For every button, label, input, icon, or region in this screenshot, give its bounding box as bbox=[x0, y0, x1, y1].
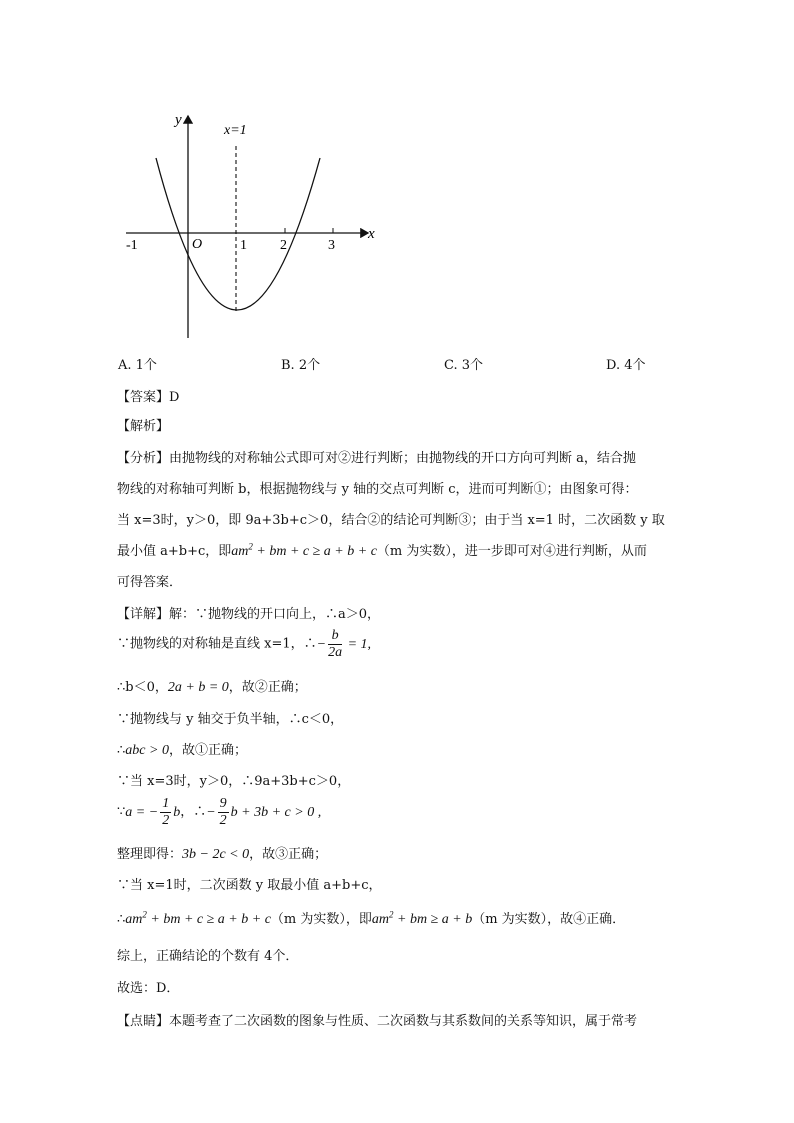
parabola-graph bbox=[118, 108, 388, 348]
dianjing-tag: 【点睛】 bbox=[117, 1014, 170, 1029]
dianjing-line-1: 【点睛】本题考查了二次函数的图象与性质、二次函数与其系数间的关系等知识，属于常考 bbox=[117, 1014, 638, 1029]
tick-label: 1 bbox=[240, 238, 247, 253]
detail-tag: 【详解】 bbox=[117, 607, 170, 622]
answer-value: D bbox=[169, 390, 180, 405]
option-b: B. 2个 bbox=[281, 358, 321, 373]
origin-label: O bbox=[192, 237, 203, 252]
formula: − $\frac{9}{2}$ b + 3b + c > 0 , bbox=[206, 796, 322, 828]
detail-line-8: 整理即得：3b − 2c < 0，故③正确； bbox=[117, 847, 328, 862]
fenxi-tag: 【分析】 bbox=[117, 451, 170, 466]
tick-label: 2 bbox=[280, 238, 287, 253]
answer-tag: 【答案】 bbox=[117, 390, 170, 405]
analysis-heading: 【解析】 bbox=[117, 419, 170, 434]
detail-line-7: ∵a = − $\frac{1}{2}$ b，∴− $\frac{9}{2}$ b + 3b + c > 0 , bbox=[117, 796, 322, 828]
option-d: D. 4个 bbox=[606, 358, 646, 373]
detail-line-12: 故选：D． bbox=[117, 981, 180, 996]
formula: $am^2$ + bm + c ≥ a + b + c bbox=[231, 541, 377, 559]
fenxi-line-5: 可得答案． bbox=[117, 575, 183, 590]
answer-line bbox=[117, 386, 179, 405]
detail-line-9: ∵当 x=1时，二次函数 y 取最小值 a+b+c， bbox=[117, 878, 382, 893]
symmetry-axis-label: x=1 bbox=[224, 123, 247, 138]
fenxi-line-1: 【分析】由抛物线的对称轴公式即可对②进行判断；由抛物线的开口方向可判断 a，结合抛 bbox=[117, 451, 636, 466]
detail-line-4: ∵抛物线与 y 轴交于负半轴，∴c＜0， bbox=[117, 712, 344, 727]
detail-line-6: ∵当 x=3时，y＞0，∴9a+3b+c＞0， bbox=[117, 774, 351, 789]
y-axis-label: y bbox=[175, 112, 182, 128]
formula: 3b − 2c < 0 bbox=[182, 847, 250, 862]
fenxi-line-2: 物线的对称轴可判断 b，根据抛物线与 y 轴的交点可判断 c，进而可判断①；由图象可得： bbox=[117, 482, 638, 497]
fenxi-line-4: 最小值 a+b+c，即$am^2$ + bm + c ≥ a + b + c（m 为实数），进一步即可对④进行判断，从而 bbox=[117, 541, 647, 559]
detail-line-1: 【详解】解：∵抛物线的开口向上，∴a＞0， bbox=[117, 607, 381, 622]
formula: $am^2$ + bm ≥ a + b bbox=[371, 909, 473, 927]
formula: − $\frac{b}{2a}$ = 1, bbox=[316, 628, 372, 660]
x-axis-label: x bbox=[368, 226, 375, 242]
option-a: A. 1个 bbox=[118, 358, 157, 373]
detail-line-10: $\therefore am^2$ + bm + c ≥ a + b + c（m 为实数），即$am^2$ + bm ≥ a + b（m 为实数），故④正确． bbox=[117, 909, 626, 927]
detail-line-11: 综上，正确结论的个数有 4个． bbox=[117, 949, 299, 964]
detail-line-2: ∵抛物线的对称轴是直线 x=1，∴− $\frac{b}{2a}$ = 1, bbox=[117, 628, 372, 660]
detail-line-3: ∴b＜0，2a + b = 0，故②正确； bbox=[117, 680, 307, 695]
option-c: C. 3个 bbox=[444, 358, 484, 373]
parabola-curve bbox=[156, 158, 320, 310]
formula: abc > 0 bbox=[125, 743, 169, 758]
formula: 2a + b = 0 bbox=[167, 680, 229, 695]
tick-label: 3 bbox=[328, 238, 335, 253]
formula: $am^2$ + bm + c ≥ a + b + c bbox=[125, 909, 271, 927]
fenxi-line-3: 当 x=3时，y＞0，即 9a+3b+c＞0，结合②的结论可判断③；由于当 x=1 时，二次函数 y 取 bbox=[117, 513, 665, 528]
formula: a = − $\frac{1}{2}$ b bbox=[125, 796, 181, 828]
detail-line-5: ∴abc > 0，故①正确； bbox=[117, 743, 247, 758]
tick-label: -1 bbox=[126, 238, 138, 253]
